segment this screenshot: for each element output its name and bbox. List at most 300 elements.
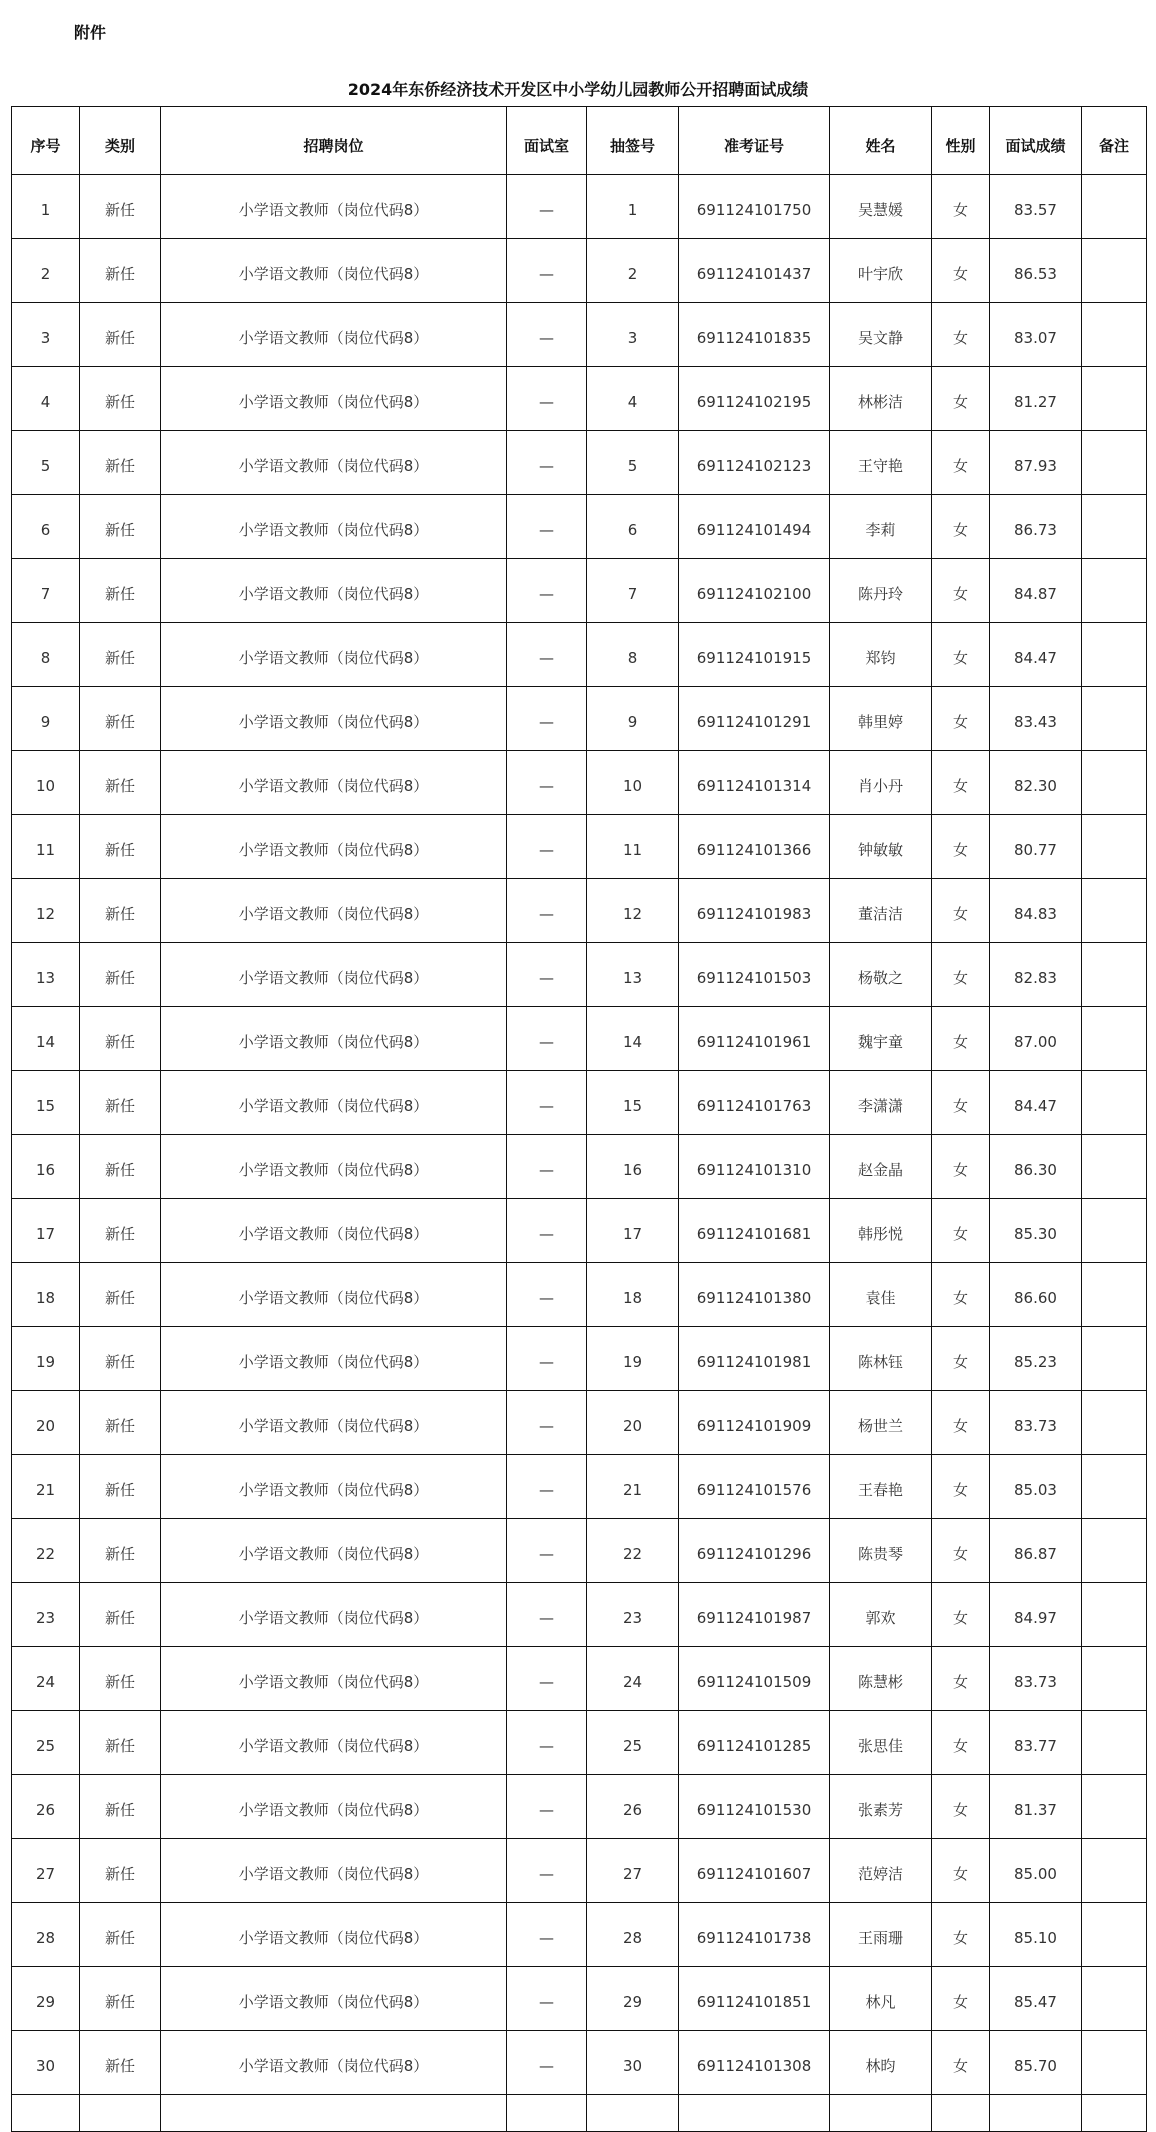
category-cell: 新任 [80,1135,161,1199]
remarks-cell [1082,1967,1147,2031]
remarks-cell [1082,239,1147,303]
position-cell: 小学语文教师（岗位代码8） [161,1071,507,1135]
index-cell: 18 [12,1263,80,1327]
position-cell: 小学语文教师（岗位代码8） [161,1903,507,1967]
score-cell: 83.43 [990,687,1082,751]
category-cell: 新任 [80,303,161,367]
draw-number-cell: 16 [587,1135,679,1199]
remarks-cell [1082,559,1147,623]
index-cell: 28 [12,1903,80,1967]
score-cell: 83.73 [990,1391,1082,1455]
room-cell: — [507,1519,587,1583]
table-row [12,559,1147,623]
score-cell: 85.00 [990,1839,1082,1903]
name-cell: 杨世兰 [830,1391,932,1455]
name-cell: 陈丹玲 [830,559,932,623]
gender-cell: 女 [932,1519,990,1583]
category-cell: 新任 [80,1711,161,1775]
table-row [12,1583,1147,1647]
name-cell: 杨敬之 [830,943,932,1007]
category-cell: 新任 [80,559,161,623]
exam-id-cell: 691124101983 [679,879,830,943]
index-cell: 24 [12,1647,80,1711]
index-cell: 22 [12,1519,80,1583]
room-cell: — [507,239,587,303]
remarks-cell [1082,1263,1147,1327]
remarks-cell [1082,815,1147,879]
gender-cell: 女 [932,815,990,879]
empty-cell [507,2095,587,2132]
category-cell: 新任 [80,1839,161,1903]
exam-id-cell: 691124102195 [679,367,830,431]
remarks-cell [1082,1135,1147,1199]
draw-number-cell: 27 [587,1839,679,1903]
table-row [12,1647,1147,1711]
remarks-cell [1082,1391,1147,1455]
draw-number-cell: 23 [587,1583,679,1647]
gender-cell: 女 [932,943,990,1007]
index-cell: 21 [12,1455,80,1519]
score-cell: 82.83 [990,943,1082,1007]
position-cell: 小学语文教师（岗位代码8） [161,303,507,367]
draw-number-cell: 2 [587,239,679,303]
index-cell: 1 [12,175,80,239]
room-cell: — [507,1327,587,1391]
score-cell: 82.30 [990,751,1082,815]
name-cell: 陈慧彬 [830,1647,932,1711]
remarks-cell [1082,175,1147,239]
exam-id-cell: 691124102100 [679,559,830,623]
position-cell: 小学语文教师（岗位代码8） [161,1711,507,1775]
name-cell: 叶宇欣 [830,239,932,303]
exam-id-cell: 691124101530 [679,1775,830,1839]
exam-id-cell: 691124101314 [679,751,830,815]
position-cell: 小学语文教师（岗位代码8） [161,623,507,687]
draw-number-cell: 20 [587,1391,679,1455]
category-cell: 新任 [80,1583,161,1647]
category-cell: 新任 [80,687,161,751]
gender-cell: 女 [932,1391,990,1455]
room-cell: — [507,1903,587,1967]
table-row [12,175,1147,239]
score-cell: 85.70 [990,2031,1082,2095]
name-cell: 李莉 [830,495,932,559]
position-cell: 小学语文教师（岗位代码8） [161,1391,507,1455]
draw-number-cell: 26 [587,1775,679,1839]
category-cell: 新任 [80,815,161,879]
table-row [12,2031,1147,2095]
exam-id-cell: 691124101380 [679,1263,830,1327]
table-row [12,1199,1147,1263]
draw-number-cell: 3 [587,303,679,367]
remarks-cell [1082,1839,1147,1903]
name-cell: 林凡 [830,1967,932,2031]
category-cell: 新任 [80,943,161,1007]
interview-score-table [11,106,1147,2132]
gender-cell: 女 [932,1583,990,1647]
category-cell: 新任 [80,1775,161,1839]
position-cell: 小学语文教师（岗位代码8） [161,1967,507,2031]
table-row [12,1775,1147,1839]
category-cell: 新任 [80,367,161,431]
score-cell: 85.03 [990,1455,1082,1519]
remarks-cell [1082,1007,1147,1071]
room-cell: — [507,1967,587,2031]
remarks-cell [1082,1327,1147,1391]
category-cell: 新任 [80,1007,161,1071]
index-cell: 25 [12,1711,80,1775]
room-cell: — [507,1391,587,1455]
header-score: 面试成绩 [990,107,1082,175]
category-cell: 新任 [80,175,161,239]
exam-id-cell: 691124101308 [679,2031,830,2095]
category-cell: 新任 [80,1071,161,1135]
header-category: 类别 [80,107,161,175]
score-cell: 85.23 [990,1327,1082,1391]
room-cell: — [507,495,587,559]
name-cell: 魏宇童 [830,1007,932,1071]
exam-id-cell: 691124101503 [679,943,830,1007]
position-cell: 小学语文教师（岗位代码8） [161,1327,507,1391]
table-row [12,1519,1147,1583]
position-cell: 小学语文教师（岗位代码8） [161,687,507,751]
remarks-cell [1082,1519,1147,1583]
remarks-cell [1082,495,1147,559]
score-cell: 83.07 [990,303,1082,367]
table-row [12,1967,1147,2031]
category-cell: 新任 [80,1519,161,1583]
header-name: 姓名 [830,107,932,175]
score-cell: 84.83 [990,879,1082,943]
gender-cell: 女 [932,623,990,687]
table-row [12,943,1147,1007]
exam-id-cell: 691124101437 [679,239,830,303]
draw-number-cell: 5 [587,431,679,495]
header-position: 招聘岗位 [161,107,507,175]
category-cell: 新任 [80,879,161,943]
remarks-cell [1082,1583,1147,1647]
table-row [12,1711,1147,1775]
gender-cell: 女 [932,1775,990,1839]
room-cell: — [507,943,587,1007]
remarks-cell [1082,623,1147,687]
room-cell: — [507,1711,587,1775]
table-row [12,751,1147,815]
table-row [12,1007,1147,1071]
remarks-cell [1082,943,1147,1007]
room-cell: — [507,303,587,367]
position-cell: 小学语文教师（岗位代码8） [161,1519,507,1583]
position-cell: 小学语文教师（岗位代码8） [161,559,507,623]
room-cell: — [507,1455,587,1519]
score-cell: 83.57 [990,175,1082,239]
remarks-cell [1082,303,1147,367]
gender-cell: 女 [932,495,990,559]
score-cell: 86.53 [990,239,1082,303]
index-cell: 27 [12,1839,80,1903]
name-cell: 韩彤悦 [830,1199,932,1263]
draw-number-cell: 12 [587,879,679,943]
name-cell: 李潇潇 [830,1071,932,1135]
gender-cell: 女 [932,751,990,815]
name-cell: 韩里婷 [830,687,932,751]
gender-cell: 女 [932,1327,990,1391]
table-row [12,1327,1147,1391]
score-cell: 86.30 [990,1135,1082,1199]
gender-cell: 女 [932,175,990,239]
table-row [12,687,1147,751]
name-cell: 肖小丹 [830,751,932,815]
category-cell: 新任 [80,431,161,495]
table-row [12,431,1147,495]
draw-number-cell: 14 [587,1007,679,1071]
category-cell: 新任 [80,1903,161,1967]
category-cell: 新任 [80,1647,161,1711]
room-cell: — [507,1071,587,1135]
room-cell: — [507,559,587,623]
score-cell: 85.10 [990,1903,1082,1967]
index-cell: 13 [12,943,80,1007]
exam-id-cell: 691124101509 [679,1647,830,1711]
draw-number-cell: 18 [587,1263,679,1327]
name-cell: 吴文静 [830,303,932,367]
exam-id-cell: 691124101285 [679,1711,830,1775]
exam-id-cell: 691124101607 [679,1839,830,1903]
draw-number-cell: 30 [587,2031,679,2095]
name-cell: 陈林钰 [830,1327,932,1391]
category-cell: 新任 [80,239,161,303]
position-cell: 小学语文教师（岗位代码8） [161,175,507,239]
table-row [12,1839,1147,1903]
draw-number-cell: 4 [587,367,679,431]
header-gender: 性别 [932,107,990,175]
gender-cell: 女 [932,431,990,495]
category-cell: 新任 [80,1455,161,1519]
score-cell: 84.97 [990,1583,1082,1647]
name-cell: 陈贵琴 [830,1519,932,1583]
position-cell: 小学语文教师（岗位代码8） [161,879,507,943]
index-cell: 17 [12,1199,80,1263]
empty-cell [587,2095,679,2132]
remarks-cell [1082,1071,1147,1135]
exam-id-cell: 691124101851 [679,1967,830,2031]
name-cell: 林彬洁 [830,367,932,431]
draw-number-cell: 17 [587,1199,679,1263]
position-cell: 小学语文教师（岗位代码8） [161,751,507,815]
position-cell: 小学语文教师（岗位代码8） [161,1647,507,1711]
index-cell: 26 [12,1775,80,1839]
category-cell: 新任 [80,2031,161,2095]
name-cell: 钟敏敏 [830,815,932,879]
header-index: 序号 [12,107,80,175]
draw-number-cell: 10 [587,751,679,815]
remarks-cell [1082,879,1147,943]
score-cell: 85.30 [990,1199,1082,1263]
name-cell: 张素芳 [830,1775,932,1839]
gender-cell: 女 [932,1711,990,1775]
empty-cell [990,2095,1082,2132]
category-cell: 新任 [80,623,161,687]
draw-number-cell: 13 [587,943,679,1007]
draw-number-cell: 6 [587,495,679,559]
category-cell: 新任 [80,751,161,815]
position-cell: 小学语文教师（岗位代码8） [161,815,507,879]
category-cell: 新任 [80,1391,161,1455]
score-cell: 87.00 [990,1007,1082,1071]
empty-cell [12,2095,80,2132]
position-cell: 小学语文教师（岗位代码8） [161,1135,507,1199]
position-cell: 小学语文教师（岗位代码8） [161,943,507,1007]
score-cell: 83.77 [990,1711,1082,1775]
draw-number-cell: 24 [587,1647,679,1711]
gender-cell: 女 [932,367,990,431]
position-cell: 小学语文教师（岗位代码8） [161,431,507,495]
table-row-partial [12,2095,1147,2132]
gender-cell: 女 [932,1071,990,1135]
index-cell: 4 [12,367,80,431]
index-cell: 30 [12,2031,80,2095]
exam-id-cell: 691124101961 [679,1007,830,1071]
score-cell: 84.47 [990,1071,1082,1135]
category-cell: 新任 [80,1967,161,2031]
remarks-cell [1082,751,1147,815]
name-cell: 林昀 [830,2031,932,2095]
table-row [12,1455,1147,1519]
score-cell: 83.73 [990,1647,1082,1711]
remarks-cell [1082,1455,1147,1519]
position-cell: 小学语文教师（岗位代码8） [161,1007,507,1071]
room-cell: — [507,815,587,879]
header-remarks: 备注 [1082,107,1147,175]
exam-id-cell: 691124102123 [679,431,830,495]
remarks-cell [1082,367,1147,431]
gender-cell: 女 [932,687,990,751]
index-cell: 23 [12,1583,80,1647]
gender-cell: 女 [932,559,990,623]
attachment-label: 附件 [74,23,107,42]
score-cell: 86.60 [990,1263,1082,1327]
remarks-cell [1082,1903,1147,1967]
draw-number-cell: 21 [587,1455,679,1519]
empty-cell [679,2095,830,2132]
score-cell: 81.37 [990,1775,1082,1839]
position-cell: 小学语文教师（岗位代码8） [161,1839,507,1903]
position-cell: 小学语文教师（岗位代码8） [161,495,507,559]
score-cell: 84.87 [990,559,1082,623]
name-cell: 范婷洁 [830,1839,932,1903]
room-cell: — [507,1775,587,1839]
room-cell: — [507,175,587,239]
remarks-cell [1082,1775,1147,1839]
exam-id-cell: 691124101494 [679,495,830,559]
position-cell: 小学语文教师（岗位代码8） [161,1263,507,1327]
name-cell: 王雨珊 [830,1903,932,1967]
category-cell: 新任 [80,495,161,559]
name-cell: 张思佳 [830,1711,932,1775]
table-row [12,815,1147,879]
exam-id-cell: 691124101835 [679,303,830,367]
draw-number-cell: 9 [587,687,679,751]
index-cell: 12 [12,879,80,943]
exam-id-cell: 691124101738 [679,1903,830,1967]
gender-cell: 女 [932,239,990,303]
room-cell: — [507,431,587,495]
exam-id-cell: 691124101296 [679,1519,830,1583]
index-cell: 19 [12,1327,80,1391]
table-row [12,1903,1147,1967]
category-cell: 新任 [80,1199,161,1263]
table-header-row [12,107,1147,175]
remarks-cell [1082,687,1147,751]
remarks-cell [1082,1711,1147,1775]
remarks-cell [1082,1199,1147,1263]
gender-cell: 女 [932,1135,990,1199]
index-cell: 15 [12,1071,80,1135]
draw-number-cell: 25 [587,1711,679,1775]
index-cell: 14 [12,1007,80,1071]
index-cell: 11 [12,815,80,879]
room-cell: — [507,1199,587,1263]
header-draw-number: 抽签号 [587,107,679,175]
name-cell: 吴慧媛 [830,175,932,239]
gender-cell: 女 [932,1263,990,1327]
category-cell: 新任 [80,1263,161,1327]
score-cell: 84.47 [990,623,1082,687]
name-cell: 王守艳 [830,431,932,495]
exam-id-cell: 691124101909 [679,1391,830,1455]
table-body [12,175,1147,2132]
draw-number-cell: 8 [587,623,679,687]
room-cell: — [507,879,587,943]
score-cell: 85.47 [990,1967,1082,2031]
exam-id-cell: 691124101750 [679,175,830,239]
room-cell: — [507,1007,587,1071]
table-row [12,1071,1147,1135]
index-cell: 3 [12,303,80,367]
gender-cell: 女 [932,303,990,367]
draw-number-cell: 22 [587,1519,679,1583]
index-cell: 2 [12,239,80,303]
exam-id-cell: 691124101915 [679,623,830,687]
name-cell: 郭欢 [830,1583,932,1647]
table-row [12,1263,1147,1327]
name-cell: 郑钧 [830,623,932,687]
empty-cell [830,2095,932,2132]
draw-number-cell: 7 [587,559,679,623]
table-row [12,1391,1147,1455]
exam-id-cell: 691124101981 [679,1327,830,1391]
exam-id-cell: 691124101987 [679,1583,830,1647]
room-cell: — [507,1263,587,1327]
room-cell: — [507,2031,587,2095]
gender-cell: 女 [932,1967,990,2031]
score-cell: 86.87 [990,1519,1082,1583]
position-cell: 小学语文教师（岗位代码8） [161,2031,507,2095]
gender-cell: 女 [932,1903,990,1967]
score-cell: 86.73 [990,495,1082,559]
table-row [12,239,1147,303]
room-cell: — [507,687,587,751]
empty-cell [161,2095,507,2132]
exam-id-cell: 691124101291 [679,687,830,751]
index-cell: 5 [12,431,80,495]
index-cell: 10 [12,751,80,815]
table-row [12,879,1147,943]
room-cell: — [507,1583,587,1647]
position-cell: 小学语文教师（岗位代码8） [161,239,507,303]
gender-cell: 女 [932,1455,990,1519]
position-cell: 小学语文教师（岗位代码8） [161,1199,507,1263]
